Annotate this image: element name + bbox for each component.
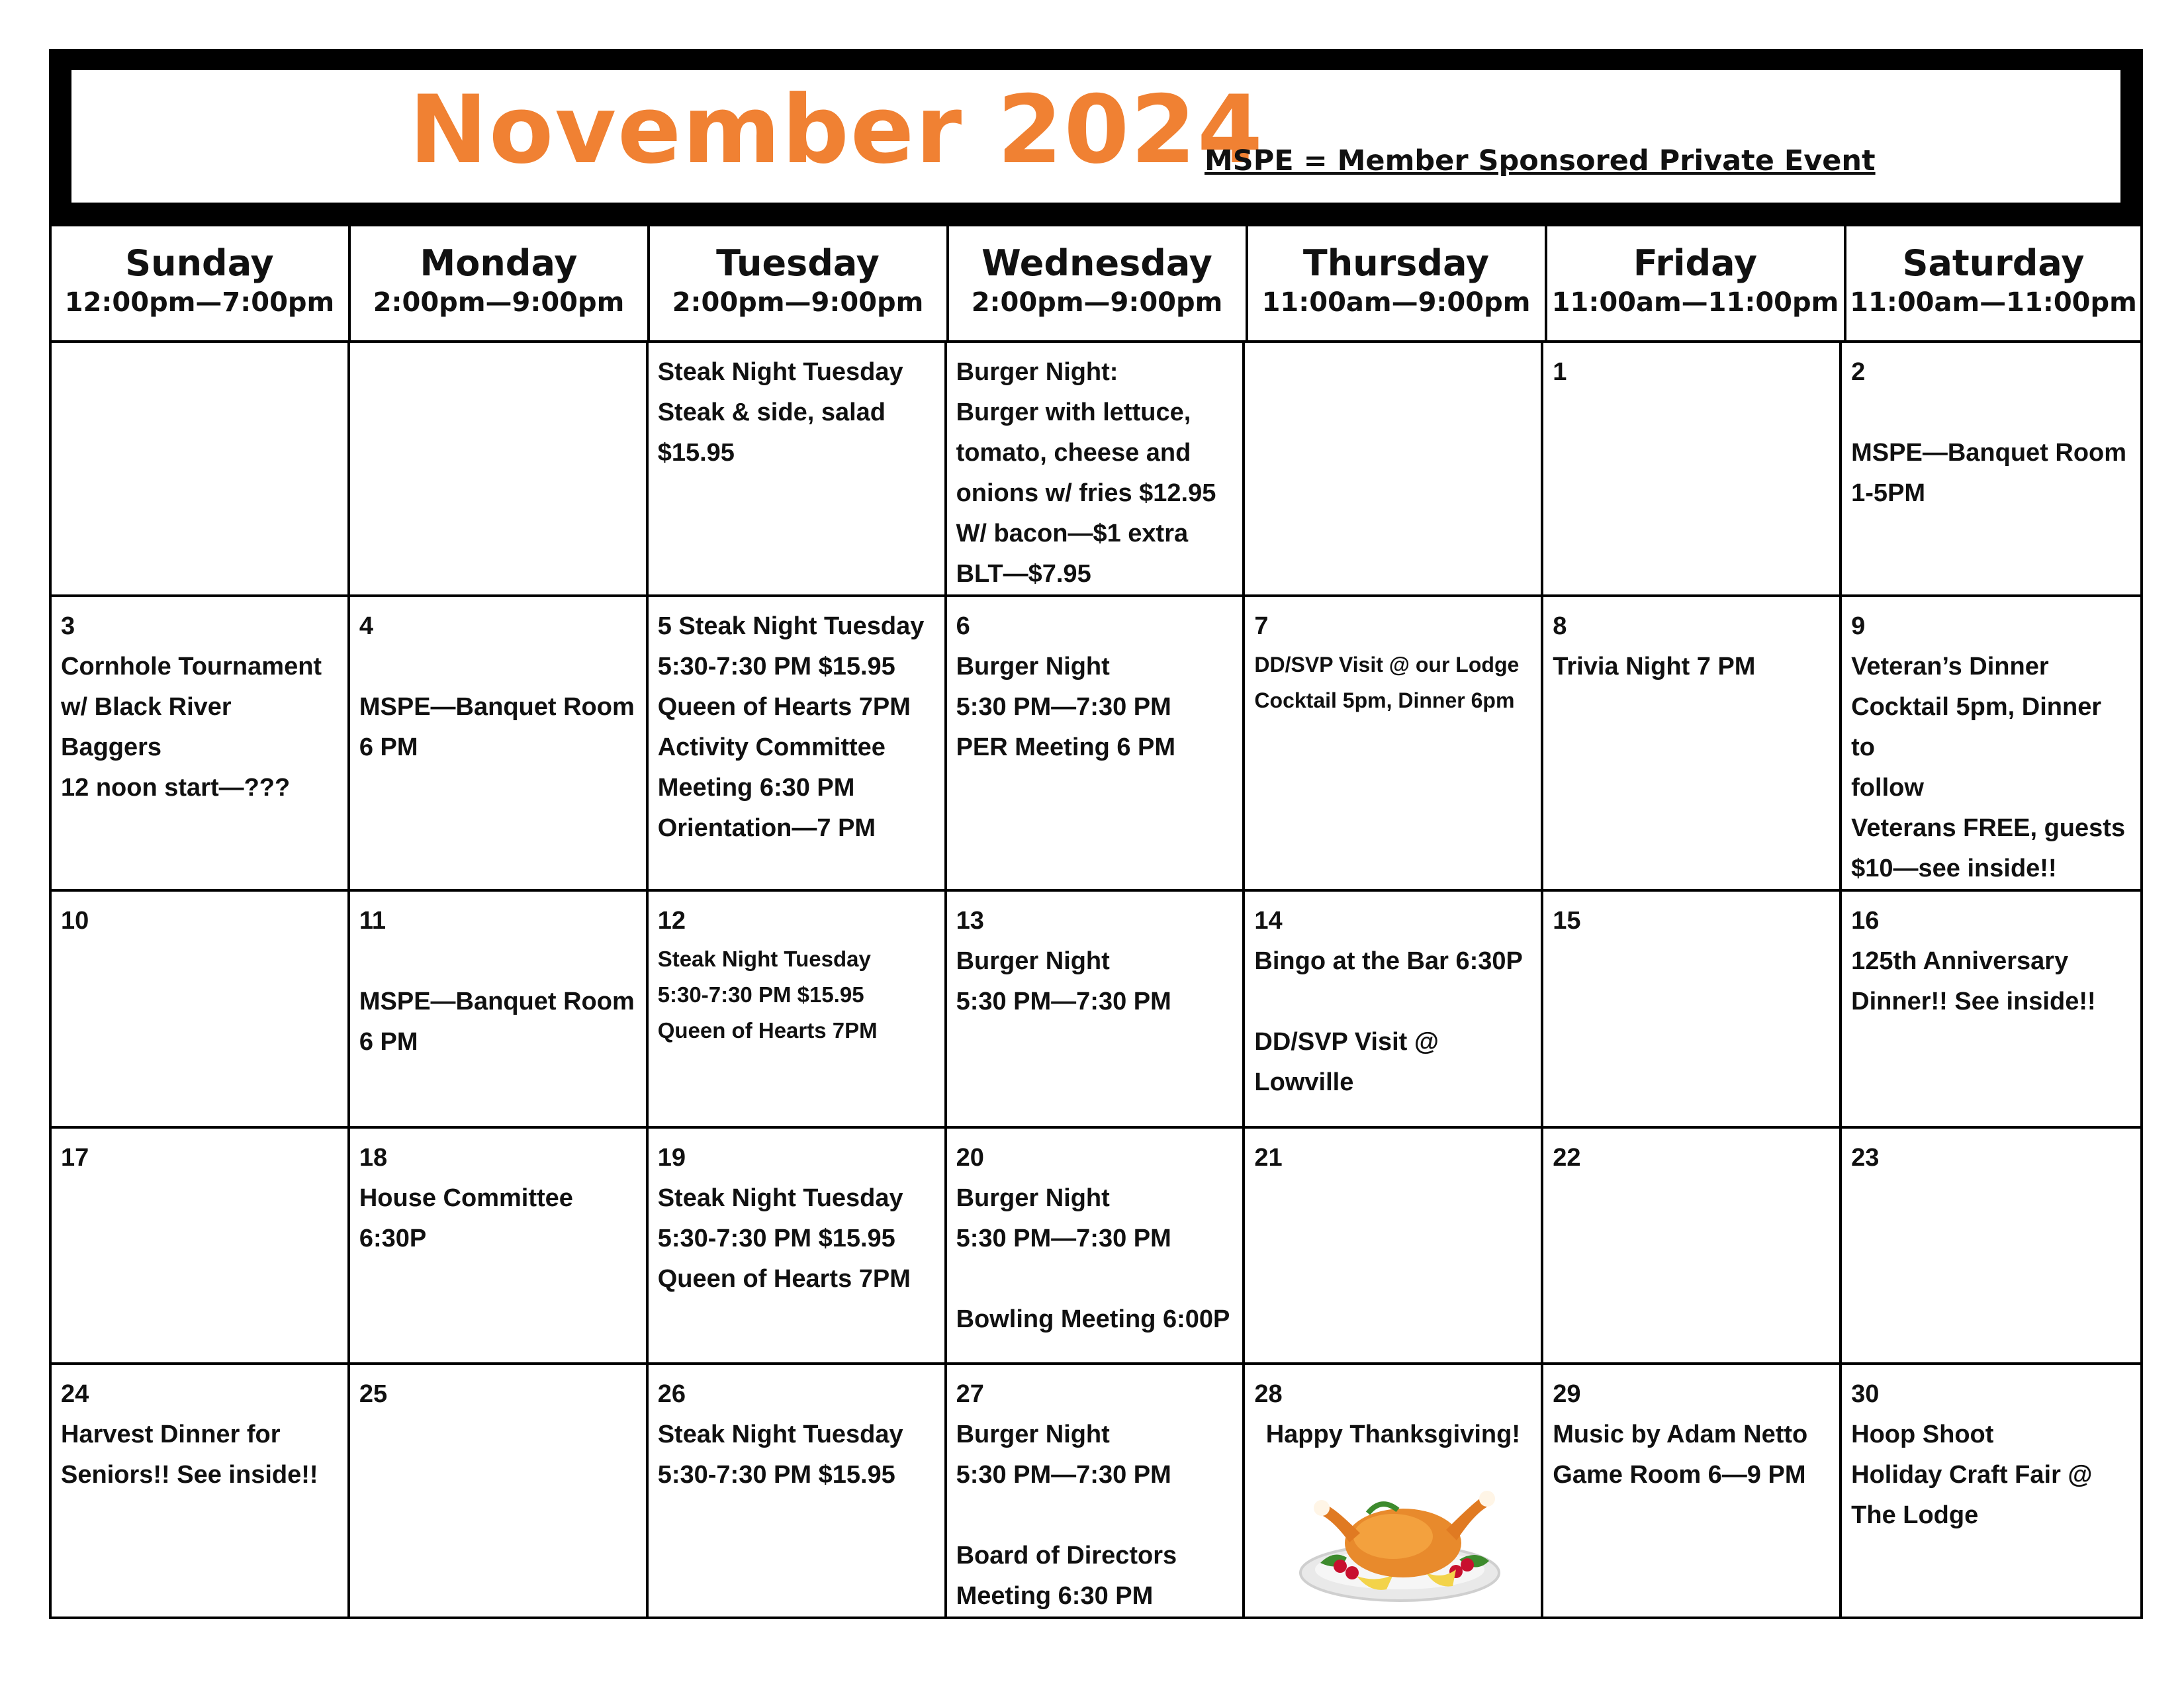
event-text: Activity Committee [657, 733, 886, 761]
date-number: 22 [1553, 1143, 1581, 1172]
event-text: Holiday Craft Fair @ [1851, 1461, 2093, 1489]
event-text: Steak Night Tuesday [657, 1421, 903, 1448]
event-text: Queen of Hearts 7PM [657, 1018, 878, 1043]
date-number: 4 [359, 612, 373, 640]
day-header-sunday [49, 226, 347, 340]
date-number: 13 [956, 907, 984, 935]
event-text: Burger Night [956, 947, 1110, 975]
event-text: 6 PM [359, 733, 418, 761]
event-text: w/ Black River Baggers [61, 693, 232, 761]
date-number: 29 [1553, 1380, 1581, 1408]
title-panel [71, 70, 2120, 203]
day-hours: 2:00pm—9:00pm [672, 287, 924, 318]
event-text [359, 647, 637, 687]
event-text: Burger with lettuce, [956, 399, 1191, 426]
date-number: 28 [1254, 1380, 1283, 1408]
day-cell [1245, 597, 1543, 892]
event-text: Queen of Hearts 7PM [657, 1264, 911, 1293]
day-cell [1842, 892, 2140, 1129]
date-number: 10 [61, 907, 89, 935]
event-text: MSPE—Banquet Room [1851, 439, 2127, 467]
event-text [1254, 982, 1531, 1022]
event-text: Board of Directors [956, 1542, 1177, 1570]
date-number: 6 [956, 612, 970, 640]
event-text: 5:30-7:30 PM $15.95 [657, 653, 895, 680]
day-header-monday [348, 226, 647, 340]
date-number: 18 [359, 1143, 388, 1172]
date-number: 8 [1553, 612, 1567, 640]
event-text: Burger Night: [956, 358, 1118, 386]
day-header-saturday [1844, 226, 2143, 340]
event-text: Steak Night Tuesday [657, 1184, 903, 1212]
day-cell [1842, 1129, 2140, 1366]
event-text: Steak Night Tuesday [657, 947, 871, 971]
day-name: Monday [420, 242, 578, 284]
event-text: 6 PM [359, 1028, 418, 1056]
title-frame [49, 49, 2143, 226]
event-text: Trivia Night 7 PM [1553, 653, 1756, 680]
date-number: 16 [1851, 907, 1880, 935]
event-text: Dinner!! See inside!! [1851, 988, 2096, 1015]
day-cell [350, 597, 649, 892]
event-text: House Committee 6:30P [359, 1184, 573, 1252]
event-text: Burger Night [956, 1184, 1110, 1212]
event-text: BLT—$7.95 [956, 560, 1091, 588]
date-number: 26 [657, 1380, 686, 1408]
day-cell [350, 343, 649, 597]
day-header-thursday [1246, 226, 1544, 340]
day-cell [947, 892, 1246, 1129]
day-cell [1842, 1365, 2140, 1617]
day-hours: 11:00am—9:00pm [1261, 287, 1531, 318]
day-cell [52, 1365, 350, 1617]
day-cell [1543, 1365, 1842, 1617]
day-cell [350, 892, 649, 1129]
day-name: Saturday [1902, 242, 2085, 284]
day-cell [649, 1129, 947, 1366]
event-text: 5:30 PM—7:30 PM [956, 1461, 1171, 1489]
event-text [359, 941, 637, 982]
event-text [956, 1495, 1234, 1536]
event-text: 5:30-7:30 PM $15.95 [657, 982, 864, 1007]
event-text: Meeting 6:30 PM [956, 1582, 1154, 1610]
event-text: 5:30 PM—7:30 PM [956, 988, 1171, 1015]
event-text: 125th Anniversary [1851, 947, 2069, 975]
day-hours: 11:00am—11:00pm [1551, 287, 1839, 318]
date-number: 15 [1553, 907, 1581, 935]
day-name: Friday [1633, 242, 1758, 284]
event-text [956, 1259, 1234, 1299]
event-text: MSPE—Banquet Room [359, 693, 635, 721]
event-text: Music by Adam Netto [1553, 1421, 1808, 1448]
day-name: Sunday [125, 242, 274, 284]
date-number: 12 [657, 907, 686, 935]
day-cell [350, 1365, 649, 1617]
date-number: 24 [61, 1380, 89, 1408]
event-text: PER Meeting 6 PM [956, 733, 1176, 761]
day-cell [947, 597, 1246, 892]
day-name: Thursday [1302, 242, 1490, 284]
event-text: 5:30 PM—7:30 PM [956, 693, 1171, 721]
event-text: Orientation—7 PM [657, 814, 876, 842]
event-text: 5 Steak Night Tuesday [657, 612, 925, 640]
day-name: Wednesday [981, 242, 1212, 284]
event-text: Queen of Hearts 7PM [657, 693, 911, 721]
day-cell [1245, 1365, 1543, 1617]
event-text: Hoop Shoot [1851, 1421, 1994, 1448]
event-text: 5:30 PM—7:30 PM [956, 1224, 1171, 1252]
date-number: 14 [1254, 907, 1283, 935]
event-text: Happy Thanksgiving! [1265, 1421, 1520, 1448]
day-cell [1543, 343, 1842, 597]
event-text: tomato, cheese and [956, 439, 1191, 467]
event-text: onions w/ fries $12.95 [956, 479, 1216, 507]
day-cell [1543, 892, 1842, 1129]
day-header-tuesday [647, 226, 946, 340]
day-header-wednesday [946, 226, 1245, 340]
day-hours: 12:00pm—7:00pm [64, 287, 335, 318]
event-text: 5:30-7:30 PM $15.95 [657, 1224, 895, 1252]
date-number: 20 [956, 1143, 984, 1172]
day-cell [1842, 343, 2140, 597]
date-number: 2 [1851, 358, 1866, 386]
day-cell [649, 892, 947, 1129]
day-cell [1245, 892, 1543, 1129]
day-cell [1543, 597, 1842, 892]
event-text: Harvest Dinner for [61, 1421, 281, 1448]
event-text: Burger Night [956, 1421, 1110, 1448]
date-number: 17 [61, 1143, 89, 1172]
event-text: Cornhole Tournament [61, 653, 322, 680]
event-text: Steak Night Tuesday [657, 358, 903, 386]
date-number: 7 [1254, 612, 1269, 640]
day-hours: 2:00pm—9:00pm [971, 287, 1223, 318]
day-cell [350, 1129, 649, 1366]
event-text: Seniors!! See inside!! [61, 1461, 318, 1489]
event-text: W/ bacon—$1 extra [956, 520, 1189, 547]
event-text [1851, 393, 2131, 433]
day-cell [649, 343, 947, 597]
date-number: 1 [1553, 358, 1567, 386]
day-cell [52, 597, 350, 892]
date-number: 30 [1851, 1380, 1880, 1408]
day-cell [1543, 1129, 1842, 1366]
date-number: 9 [1851, 612, 1866, 640]
day-cell [52, 343, 350, 597]
date-number: 21 [1254, 1143, 1283, 1172]
day-cell [947, 1365, 1246, 1617]
day-cell [1842, 597, 2140, 892]
date-number: 23 [1851, 1143, 1880, 1172]
calendar-grid [49, 340, 2143, 1619]
day-cell [52, 892, 350, 1129]
event-text: MSPE—Banquet Room [359, 988, 635, 1015]
day-cell [947, 343, 1246, 597]
day-cell [947, 1129, 1246, 1366]
day-cell [1245, 343, 1543, 597]
event-text: Cocktail 5pm, Dinner to [1851, 693, 2102, 761]
event-text: Game Room 6—9 PM [1553, 1461, 1806, 1489]
event-text: Burger Night [956, 653, 1110, 680]
mspe-legend: MSPE = Member Sponsored Private Event [1205, 144, 1876, 177]
day-name: Tuesday [716, 242, 880, 284]
day-header-friday [1545, 226, 1843, 340]
day-hours: 2:00pm—9:00pm [373, 287, 625, 318]
event-text: 1-5PM [1851, 479, 1926, 507]
event-text: Veterans FREE, guests [1851, 814, 2126, 842]
event-text: The Lodge [1851, 1501, 1979, 1529]
event-text: 12 noon start—??? [61, 774, 291, 802]
event-text: 5:30-7:30 PM $15.95 [657, 1461, 895, 1489]
event-text: Bingo at the Bar 6:30P [1254, 947, 1523, 975]
day-hours: 11:00am—11:00pm [1850, 287, 2137, 318]
date-number: 25 [359, 1380, 388, 1408]
day-cell [649, 1365, 947, 1617]
event-text: $15.95 [657, 439, 735, 467]
date-number: 3 [61, 612, 75, 640]
date-number: 27 [956, 1380, 984, 1408]
day-cell [649, 597, 947, 892]
event-text: follow [1851, 774, 1924, 802]
page-title: November 2024 [409, 75, 1264, 185]
date-number: 19 [657, 1143, 686, 1172]
event-text: Bowling Meeting 6:00P [956, 1305, 1230, 1333]
event-text: $10—see inside!! [1851, 855, 2057, 882]
day-cell [52, 1129, 350, 1366]
event-text: Cocktail 5pm, Dinner 6pm [1254, 688, 1515, 712]
event-text: Veteran’s Dinner [1851, 653, 2049, 680]
date-number: 11 [359, 907, 387, 935]
event-text: Steak & side, salad [657, 399, 886, 426]
day-cell [1245, 1129, 1543, 1366]
event-text: DD/SVP Visit @ our Lodge [1254, 653, 1520, 677]
event-text: Meeting 6:30 PM [657, 774, 855, 802]
event-text: DD/SVP Visit @ Lowville [1254, 1028, 1439, 1096]
roast-turkey-icon [1294, 1467, 1512, 1606]
